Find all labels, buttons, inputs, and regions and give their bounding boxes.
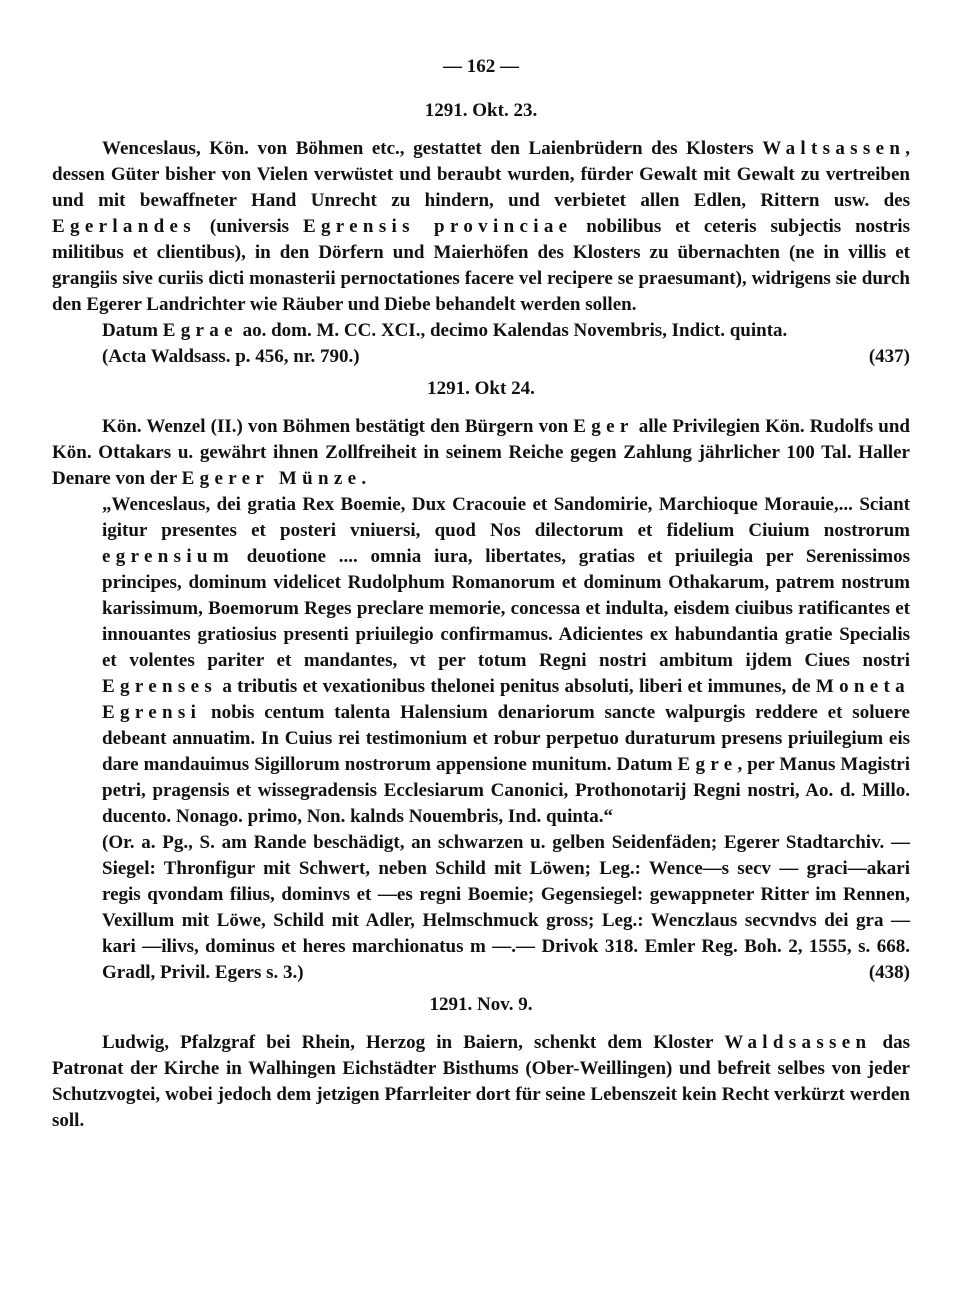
note-text: (Or. a. Pg., S. am Rande beschädigt, an schwarzen u. gelben Seidenfäden; Egerer Stadtarchiv. — Siegel: Thronfigur mit Schwert, neben Schild mit Löwen; Leg.: Wence—s secv — graci—akari regis qvondam filius, dominvs et —es regni Boemie; Gegensiegel: gewappneter Ritter im Rennen, Vexillum mit Löwe, Schild mit Adler, Helmschmuck gross; Leg.: Wenczlaus secvndvs dei gra — kari —ilivs, dominus et heres marchionatus m —.— Drivok 318. Emler Reg. Boh. 2, 1555, s. 668. Gradl, Privil. Egers s. 3.) [102,832,910,983]
entry-note [52,830,910,986]
spaced-name: Eger [573,416,634,437]
charter-text: „Wenceslaus, dei gratia Rex Boemie, Dux Cracouie et Sandomirie, Marchioque Morauie,... Sciant igitur presentes et posteri vniuersi, quod Nos dilectorum et fidelium Ciuium nostrorum [102,494,910,541]
entry-datum [52,318,910,344]
regest-text: (universis [195,216,303,237]
regest-text: nobilibus et ceteris subjectis nostris militibus et clientibus), in den Dörfern und Maierhöfen des Klosters zu übernachten (ne in villis et grangiis sive curiis dicti monasterii pernoctationes facere vel recipere se praesumant), widrigens sie durch den Egerer Landrichter wie Räuber und Diebe behandelt werden sollen. [52,216,910,315]
entry-charter-text [52,492,910,830]
entry-number: (437) [868,346,910,367]
spaced-name: Egrensis provinciae [302,216,573,237]
entry-regest [52,136,910,318]
charter-text: a tributis et vexationibus thelonei penitus absoluti, liberi et immunes, de [217,676,816,697]
entry-439 [52,992,910,1134]
entry-regest [52,414,910,492]
spaced-name: egrensium [102,546,234,567]
entry-regest [52,1030,910,1134]
spaced-name: Waldsassen [724,1032,872,1053]
entry-438 [52,376,910,986]
entry-source-line [52,344,910,370]
regest-text: das Patronat der Kirche in Walhingen Eichstädter Bisthums (Ober-Weillingen) und befreit selbes von jeder Schutzvogtei, wobei jedoch dem jetzigen Pfarrleiter dort für seine Lebenszeit kein Recht verkürzt werden soll. [52,1032,910,1131]
charter-text: nobis centum talenta Halensium denariorum sancte walpurgis reddere et soluere debeant annuatim. In Cuius rei testimonium et robur perpetuo duraturum presens priuilegium eis dare mandauimus Sigillorum nostrorum appensione munitum. Datum [102,702,910,775]
datum-text: ao. dom. M. CC. XCI., decimo Kalendas Novembris, Indict. quinta. [237,320,788,341]
regest-text: . [361,468,367,489]
spaced-name: Egrenses [102,676,218,697]
spaced-name: Waltsassen [762,138,906,159]
charter-text: deuotione .... omnia iura, libertates, gratias et priuilegia per Serenissimos principes, dominum videlicet Rudolphum Romanorum et dominum Othakarum, patrem nostrum karissimum, Boemorum Reges preclare memorie, concessa et indulta, eisdem ciuibus ratificantes et innouantes gratiosius presenti priuilegio confirmamus. Adicientes ex habundantia gratie Specialis et volentes pariter et mandantes, vt per totum Regni nostri ambitum ijdem Ciues nostri [102,546,910,671]
regest-text: , dessen Güter bisher von Vielen verwüstet und beraubt wurden, fürder Gewalt mit Gewalt zu vertreiben und mit bewaffneter Hand Unrecht zu hindern, und verbietet allen Edlen, Rittern usw. des [52,138,910,211]
entry-source: (Acta Waldsass. p. 456, nr. 790.) [102,346,360,367]
charter-text: , per Manus Magistri petri, pragensis et wissegradensis Ecclesiarum Canonici, Prothonotarij Regni nostri, Ao. d. Millo. ducento. Nonago. primo, Non. kalnds Nouembris, Ind. quinta.“ [102,754,911,827]
entry-date: 1291. Okt. 23. [424,100,538,121]
regest-text: Wenceslaus, Kön. von Böhmen etc., gestattet den Laienbrüdern des Klosters [102,138,763,159]
document-page [52,52,910,1134]
spaced-name: Egerer Münze [181,468,362,489]
spaced-name: Egrae [162,320,238,341]
entry-date: 1291. Nov. 9. [429,994,533,1015]
regest-text: Kön. Wenzel (II.) von Böhmen bestätigt den Bürgern von [102,416,574,437]
entry-date: 1291. Okt 24. [427,378,535,399]
spaced-name: Egerlandes [52,216,196,237]
regest-text: alle Privilegien Kön. Rudolfs und Kön. Ottakars u. gewährt ihnen Zollfreiheit in seinem Reiche gegen Zahlung jährlicher 100 Tal. Haller Denare von der [52,416,910,489]
spaced-name: Egre [677,754,738,775]
entry-number: (438) [868,962,910,983]
datum-text: Datum [102,320,163,341]
entry-437 [52,98,910,370]
page-number: — 162 — [443,56,519,77]
regest-text: Ludwig, Pfalzgraf bei Rhein, Herzog in Baiern, schenkt dem Kloster [102,1032,725,1053]
spaced-name: Moneta Egrensi [102,676,910,723]
